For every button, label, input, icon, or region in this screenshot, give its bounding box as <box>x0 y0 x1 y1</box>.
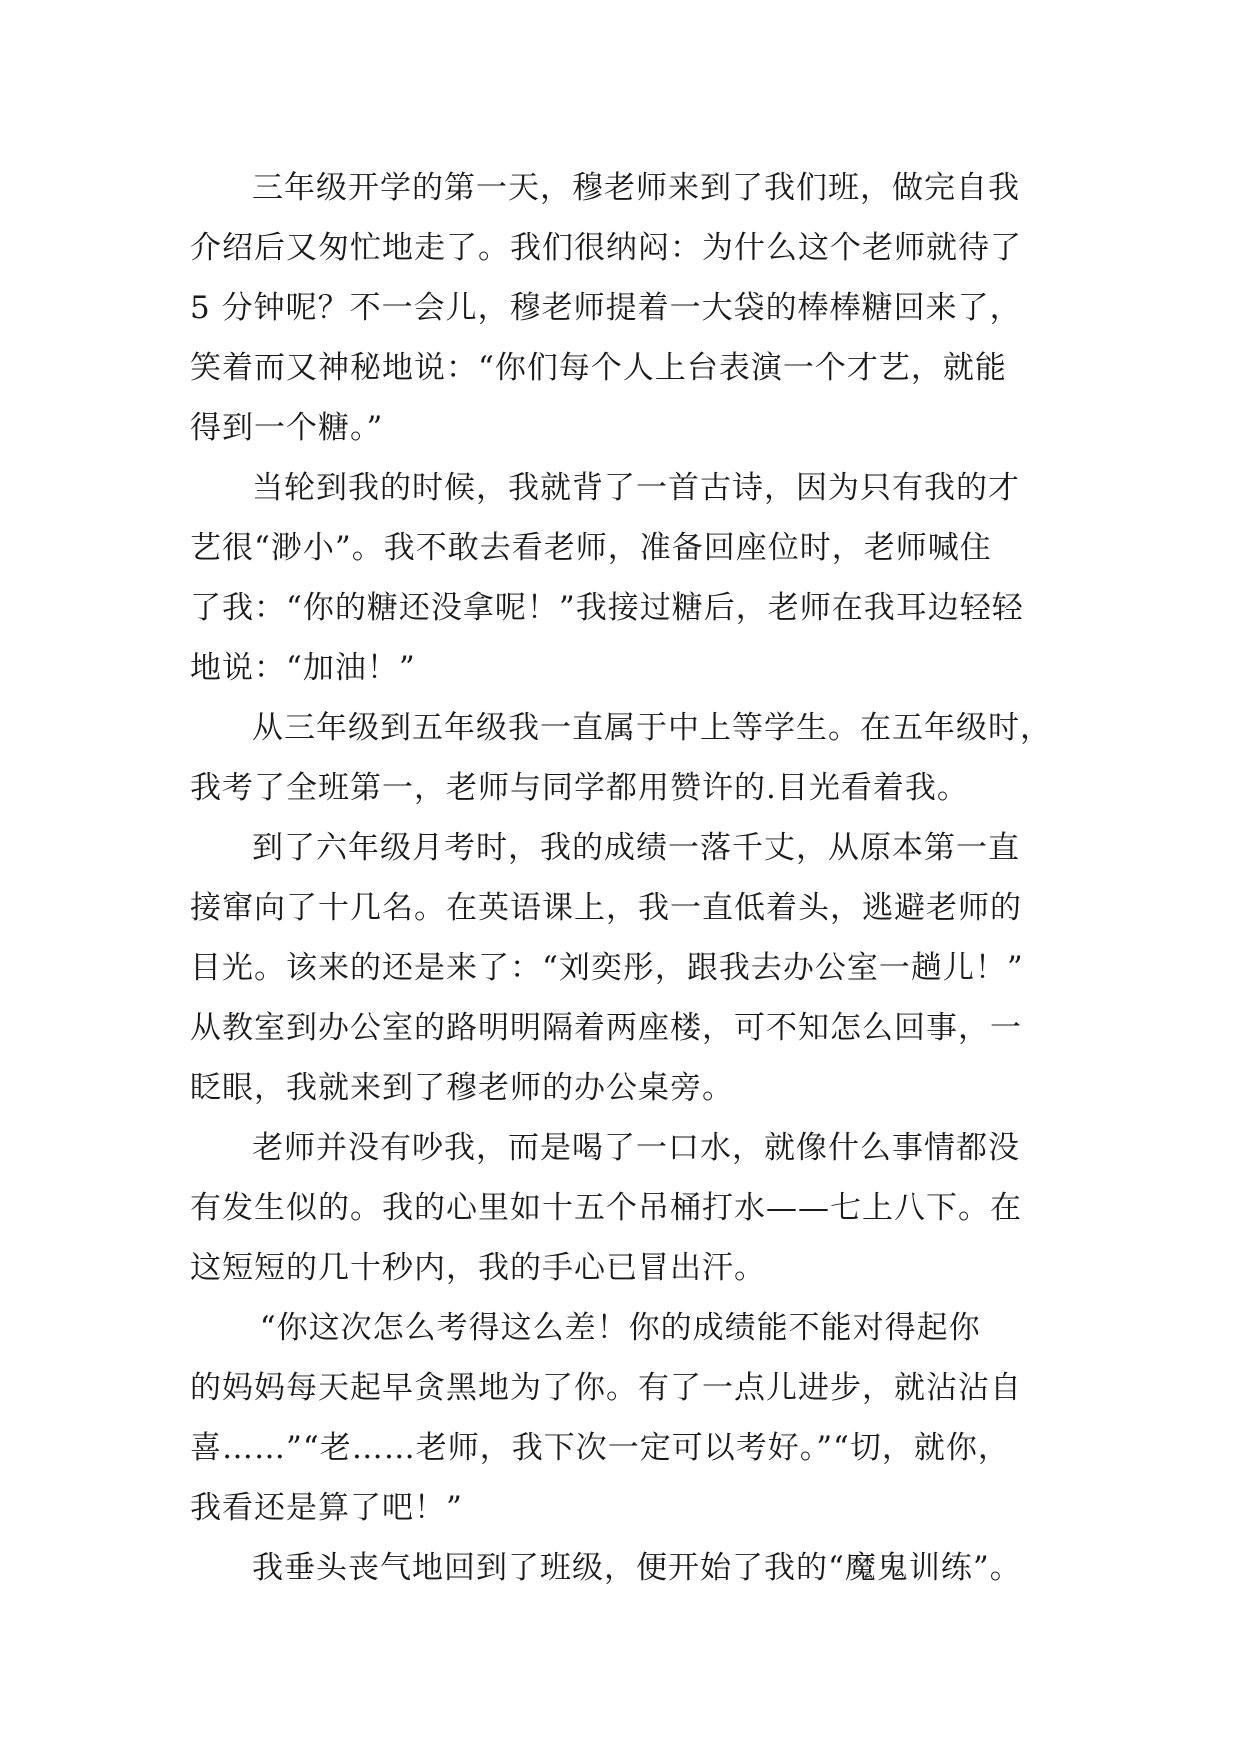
paragraph-2 <box>190 458 1060 698</box>
paragraph-7 <box>190 1538 1060 1598</box>
paragraph-1 <box>190 158 1060 458</box>
text-line: 这短短的几十秒内，我的手心已冒出汗。 <box>190 1250 766 1286</box>
text-line: 我垂头丧气地回到了班级，便开始了我的“魔鬼训练”。 <box>252 1550 1022 1586</box>
text-line: 笑着而又神秘地说：“你们每个人上台表演一个才艺，就能 <box>190 350 1007 386</box>
text-line: 接窜向了十几名。在英语课上，我一直低着头，逃避老师的 <box>190 890 1022 926</box>
text-line: 我看还是算了吧！” <box>190 1490 463 1526</box>
text-line: 地说：“加油！” <box>190 650 416 686</box>
text-line: 得到一个糖。” <box>190 410 384 446</box>
text-line: 了我：“你的糖还没拿呢！”我接过糖后，老师在我耳边轻轻 <box>190 590 1024 626</box>
text-line: 有发生似的。我的心里如十五个吊桶打水——七上八下。在 <box>190 1190 1022 1226</box>
text-line: 5 分钟呢？不一会儿，穆老师提着一大袋的棒棒糖回来了， <box>190 290 1022 326</box>
text-line: 介绍后又匆忙地走了。我们很纳闷：为什么这个老师就待了 <box>190 230 1022 266</box>
paragraph-4 <box>190 818 1060 1118</box>
text-line: 老师并没有吵我，而是喝了一口水，就像什么事情都没 <box>252 1130 1020 1166</box>
text-line: 从三年级到五年级我一直属于中上等学生。在五年级时， <box>252 710 1052 746</box>
text-line: 到了六年级月考时，我的成绩一落千丈，从原本第一直 <box>252 830 1020 866</box>
text-line: 我考了全班第一，老师与同学都用赞许的.目光看着我。 <box>190 770 969 806</box>
text-line: 从教室到办公室的路明明隔着两座楼，可不知怎么回事，一 <box>190 1010 1022 1046</box>
paragraph-5 <box>190 1118 1060 1298</box>
text-line: 的妈妈每天起早贪黑地为了你。有了一点儿进步，就沾沾自 <box>190 1370 1022 1406</box>
text-line: 目光。该来的还是来了：“刘奕彤，跟我去办公室一趟儿！” <box>190 950 1024 986</box>
text-line: 喜……”“老……老师，我下次一定可以考好。”“切，就你， <box>190 1430 1010 1466</box>
text-line: 艺很“渺小”。我不敢去看老师，准备回座位时，老师喊住 <box>190 530 992 566</box>
paragraph-3 <box>190 698 1060 818</box>
document-body <box>190 158 1060 1598</box>
paragraph-6 <box>190 1298 1060 1538</box>
text-line: 三年级开学的第一天，穆老师来到了我们班，做完自我 <box>252 170 1020 206</box>
text-line: 当轮到我的时候，我就背了一首古诗，因为只有我的才 <box>252 470 1020 506</box>
text-line: “你这次怎么考得这么差！你的成绩能不能对得起你 <box>259 1310 981 1346</box>
text-line: 眨眼，我就来到了穆老师的办公桌旁。 <box>190 1070 734 1106</box>
